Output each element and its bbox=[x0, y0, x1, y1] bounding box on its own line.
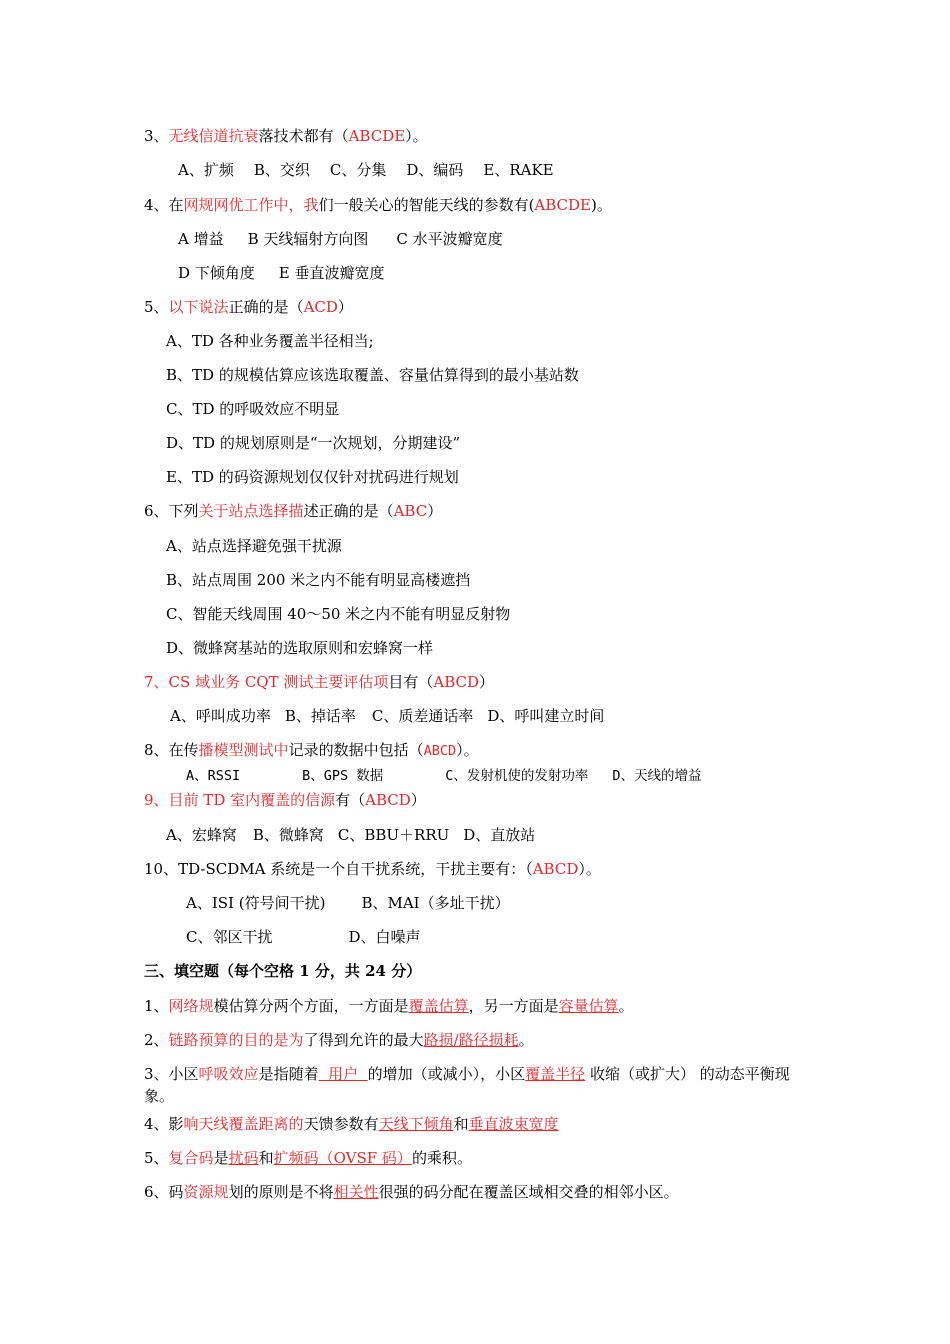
question-10: 10、TD-SCDMA 系统是一个自干扰系统，干扰主要有：（ABCD）。 bbox=[144, 860, 601, 878]
question-6-option-d: D、微蜂窝基站的选取原则和宏蜂窝一样 bbox=[166, 639, 434, 657]
question-6-option-a: A、站点选择避免强干扰源 bbox=[166, 537, 342, 555]
question-5-option-e: E、TD 的码资源规划仅仅针对扰码进行规划 bbox=[166, 468, 459, 486]
answer: 容量估算 bbox=[558, 997, 619, 1015]
fill-4: 4、影响天线覆盖距离的天馈参数有天线下倾角和垂直波束宽度 bbox=[144, 1115, 559, 1133]
answer: 覆盖估算 bbox=[408, 997, 469, 1015]
answer: 覆盖半径 bbox=[525, 1065, 586, 1083]
answer: ABCDE bbox=[348, 127, 406, 145]
question-5-option-a: A、TD 各种业务覆盖半径相当; bbox=[166, 332, 374, 350]
question-3-options: A、扩频 B、交织 C、分集 D、编码 E、RAKE bbox=[178, 161, 554, 179]
question-8: 8、在传播模型测试中记录的数据中包括（ABCD）。 bbox=[144, 741, 479, 759]
question-10-options-line2: C、邻区干扰 D、白噪声 bbox=[186, 928, 421, 946]
question-6-option-c: C、智能天线周围 40～50 米之内不能有明显反射物 bbox=[166, 605, 511, 623]
question-9-options: A、宏蜂窝 B、微蜂窝 C、BBU＋RRU D、直放站 bbox=[166, 826, 536, 844]
fill-2: 2、链路预算的目的是为了得到允许的最大路损/路径损耗。 bbox=[144, 1031, 534, 1049]
answer: ABC bbox=[393, 502, 428, 520]
answer: 天线下倾角 bbox=[378, 1115, 454, 1133]
question-10-options-line1: A、ISI (符号间干扰) B、MAI（多址干扰） bbox=[186, 894, 510, 912]
question-3: 3、无线信道抗衰落技术都有（ABCDE）。 bbox=[144, 127, 428, 145]
question-5-option-b: B、TD 的规模估算应该选取覆盖、容量估算得到的最小基站数 bbox=[166, 366, 579, 384]
question-8-options: A、RSSI B、GPS 数据 C、发射机使的发射功率 D、天线的增益 bbox=[186, 768, 702, 784]
answer: ABCDE bbox=[534, 196, 592, 214]
answer: 扰码 bbox=[228, 1149, 259, 1167]
section-title: 三、填空题（每个空格 1 分，共 24 分） bbox=[144, 962, 422, 980]
answer: 相关性 bbox=[333, 1183, 379, 1201]
question-5-option-c: C、TD 的呼吸效应不明显 bbox=[166, 400, 340, 418]
answer: ABCD bbox=[433, 673, 480, 691]
fill-1: 1、网络规模估算分两个方面，一方面是覆盖估算，另一方面是容量估算。 bbox=[144, 997, 634, 1015]
question-6: 6、下列关于站点选择描述正确的是（ABC） bbox=[144, 502, 443, 520]
answer: ACD bbox=[303, 298, 338, 316]
fill-5: 5、复合码是扰码和扩频码（OVSF 码）的乘积。 bbox=[144, 1149, 472, 1167]
answer: 用户 bbox=[318, 1065, 368, 1083]
question-5: 5、以下说法正确的是（ACD） bbox=[144, 298, 353, 316]
question-4-options-line2: D 下倾角度 E 垂直波瓣宽度 bbox=[178, 264, 385, 282]
answer: ABCD bbox=[423, 743, 457, 759]
answer: 扩频码（OVSF 码） bbox=[273, 1149, 412, 1167]
answer: ABCD bbox=[365, 791, 411, 809]
answer: ABCD bbox=[532, 860, 579, 878]
question-4-options-line1: A 增益 B 天线辐射方向图 C 水平波瓣宽度 bbox=[178, 230, 503, 248]
question-9: 9、目前 TD 室内覆盖的信源有（ABCD） bbox=[144, 791, 426, 809]
question-7: 7、CS 域业务 CQT 测试主要评估项目有（ABCD） bbox=[144, 673, 495, 691]
answer: 垂直波束宽度 bbox=[468, 1115, 559, 1133]
answer: 路损/路径损耗 bbox=[423, 1031, 519, 1049]
fill-6: 6、码资源规划的原则是不将相关性很强的码分配在覆盖区域相交叠的相邻小区。 bbox=[144, 1183, 679, 1201]
question-4: 4、在网规网优工作中，我们一般关心的智能天线的参数有(ABCDE)。 bbox=[144, 196, 612, 214]
question-6-option-b: B、站点周围 200 米之内不能有明显高楼遮挡 bbox=[166, 571, 471, 589]
question-5-option-d: D、TD 的规划原则是“一次规划，分期建设” bbox=[166, 434, 461, 452]
fill-3: 3、小区呼吸效应是指随着 用户 的增加（或减小），小区覆盖半径 收缩（或扩大） 的动态平衡现象。 bbox=[144, 1065, 790, 1105]
question-7-options: A、呼叫成功率 B、掉话率 C、质差通话率 D、呼叫建立时间 bbox=[170, 707, 605, 725]
